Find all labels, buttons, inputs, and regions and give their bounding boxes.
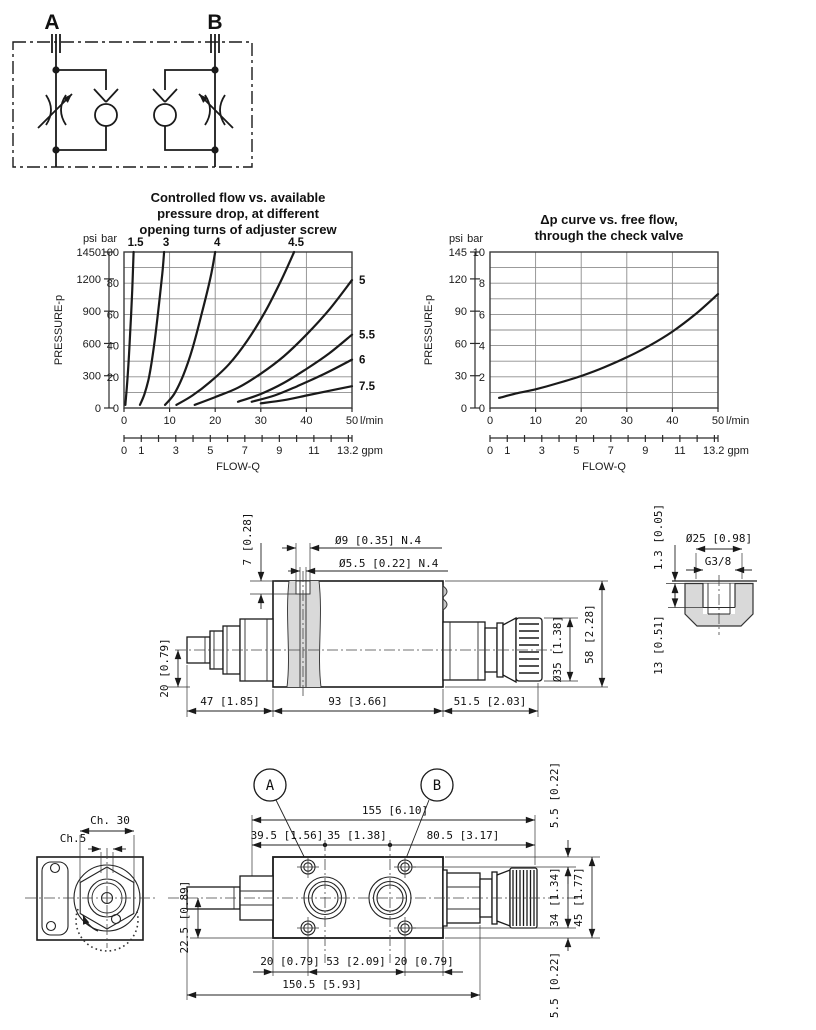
bar-tick-label: 80: [106, 278, 119, 291]
chart-title: pressure drop, at different: [157, 206, 319, 221]
bar-tick-label: 10: [472, 247, 485, 259]
x-tick-label: 10: [163, 415, 176, 427]
x-tick-label: 40: [300, 415, 313, 427]
psi-tick-label: 0: [460, 403, 467, 415]
dim-22-5: 22.5 [0.89]: [178, 880, 191, 954]
curve-3: [140, 252, 164, 405]
psi-tick-label: 600: [82, 338, 101, 351]
balloon-b-label: B: [432, 778, 442, 794]
dim-80-5: 80.5 [3.17]: [426, 829, 500, 842]
gpm-tick-label: 0: [120, 445, 128, 457]
dim-5-5-top: 5.5 [0.22]: [548, 761, 561, 829]
dim-adjuster-length: 47 [1.85]: [200, 695, 260, 708]
dim-20-left: 20 [0.79]: [260, 955, 320, 968]
dim-spotface-dia: Ø25 [0.98]: [685, 532, 753, 545]
x-axis-title: FLOW-Q: [216, 461, 260, 473]
gpm-tick-label: 9: [276, 445, 283, 457]
check-valve-seat-b: [153, 89, 177, 102]
psi-unit-label: psi: [448, 233, 463, 245]
psi-tick-label: 1200: [76, 273, 101, 286]
gpm-tick-label: 11: [674, 445, 686, 457]
section-band: [287, 581, 321, 687]
bar-tick-label: 40: [106, 340, 119, 353]
dim-hole-dia: Ø5.5 [0.22] N.4: [339, 557, 439, 570]
psi-tick-label: 300: [82, 370, 101, 383]
bar-tick-label: 20: [106, 371, 119, 384]
bar-tick-label: 6: [478, 309, 485, 322]
curve-label: 5.5: [359, 329, 375, 342]
x-tick-label: 0: [120, 415, 128, 427]
bar-tick-label: 2: [478, 371, 485, 384]
curve-label: 4.5: [288, 237, 305, 249]
dim-ch5: Ch.5: [59, 832, 87, 845]
dim-34: 34 [1.34]: [548, 867, 561, 927]
psi-unit-label: psi: [82, 233, 97, 245]
dim-body-length: 93 [3.66]: [328, 695, 388, 708]
psi-tick-label: 900: [82, 306, 101, 319]
dim-39-5: 39.5 [1.56]: [250, 829, 324, 842]
psi-tick-label: 30: [454, 370, 467, 383]
dim-5-5-bottom: 5.5 [0.22]: [548, 951, 561, 1019]
port-thread-label: G3/8: [704, 555, 732, 568]
dim-45: 45 [1.77]: [572, 867, 585, 927]
dim-total-155: 155 [6.10]: [361, 804, 429, 817]
dim-port-land: 1.3 [0.05]: [652, 503, 665, 571]
curve-label: 4: [213, 237, 221, 249]
gpm-tick-label: 9: [642, 445, 649, 457]
gpm-tick-label: 7: [607, 445, 614, 457]
bar-tick-label: 0: [478, 403, 485, 415]
flow-pressure-chart: [52, 186, 424, 486]
curve-label: 3: [162, 237, 170, 249]
x-tick-label: 10: [529, 415, 542, 427]
gpm-tick-label: 3: [538, 445, 545, 457]
flow-control-a: [38, 34, 118, 167]
bar-tick-label: 8: [478, 278, 485, 291]
psi-tick-label: 120: [448, 273, 467, 286]
y-axis-title: PRESSURE-p: [53, 294, 65, 366]
mounting-plate: [273, 857, 443, 938]
curve-4.5: [176, 252, 294, 405]
gpm-tick-label: 1: [504, 445, 511, 457]
dim-150-5: 150.5 [5.93]: [282, 978, 362, 991]
bar-tick-label: 60: [106, 309, 119, 322]
bar-unit-label: bar: [101, 233, 117, 245]
check-valve-seat-a: [94, 89, 118, 102]
x-tick-label: 40: [666, 415, 679, 427]
dim-35: 35 [1.38]: [327, 829, 387, 842]
check-valve-ball-b: [154, 104, 176, 126]
port-a-label: A: [44, 11, 60, 34]
psi-tick-label: 1450: [76, 247, 101, 259]
throttle-arrow-b: [199, 94, 233, 128]
bar-unit-label: bar: [467, 233, 483, 245]
dim-knob-length: 51.5 [2.03]: [453, 695, 527, 708]
side-view-drawing: [150, 485, 816, 747]
curve-label: 5: [359, 275, 366, 288]
dim-thread-depth: 13 [0.51]: [652, 615, 665, 675]
curve-1.5: [125, 252, 133, 405]
dim-axis-offset: 20 [0.79]: [158, 638, 171, 698]
dim-knob-dia: Ø35 [1.38]: [551, 615, 564, 683]
x-axis-title: FLOW-Q: [582, 461, 626, 473]
y-axis-title: PRESSURE-p: [423, 294, 435, 366]
gpm-tick-label: 3: [172, 445, 179, 457]
gpm-tick-label: 0: [486, 445, 494, 457]
x-tick-label: 50: [711, 415, 725, 427]
gpm-tick-label: 1: [138, 445, 145, 457]
psi-tick-label: 60: [454, 338, 467, 351]
psi-tick-label: 90: [454, 306, 467, 319]
port-b-label: B: [207, 11, 223, 34]
gpm-end-label: 13.2 gpm: [337, 445, 383, 457]
x-tick-label: 20: [209, 415, 222, 427]
gpm-tick-label: 5: [573, 445, 580, 457]
x-tick-label: 0: [486, 415, 494, 427]
curve-label: 1.5: [127, 237, 144, 249]
port-bump: [443, 586, 447, 597]
bar-tick-label: 4: [478, 340, 485, 353]
hydraulic-symbol-schematic: [8, 3, 268, 175]
throttle-arrow-a: [38, 94, 72, 128]
dim-20-right: 20 [0.79]: [394, 955, 454, 968]
x-tick-label: 30: [620, 415, 633, 427]
bar-tick-label: 100: [100, 247, 119, 259]
gpm-tick-label: 7: [241, 445, 248, 457]
x-tick-label: 50: [345, 415, 359, 427]
psi-tick-label: 0: [94, 403, 101, 415]
chart-title: Controlled flow vs. available: [150, 190, 326, 205]
top-view-drawing: [20, 745, 810, 1030]
x-tick-label: 20: [575, 415, 588, 427]
gpm-tick-label: 11: [308, 445, 320, 457]
gpm-tick-label: 5: [207, 445, 214, 457]
curve-4: [165, 252, 215, 405]
chart-title: Δp curve vs. free flow,: [540, 212, 678, 227]
gpm-end-label: 13.2 gpm: [703, 445, 749, 457]
dim-counterbore-dia: Ø9 [0.35] N.4: [335, 534, 422, 547]
check-valve-dp-chart: [423, 186, 805, 486]
dim-counterbore-depth: 7 [0.28]: [241, 512, 254, 566]
end-view-drawing: [25, 814, 155, 951]
psi-tick-label: 145: [448, 247, 467, 259]
port-bump: [443, 599, 447, 610]
chart-title: through the check valve: [534, 228, 684, 243]
flow-control-b: [153, 34, 233, 167]
dim-body-height: 58 [2.28]: [583, 604, 596, 664]
chart-title: opening turns of adjuster screw: [139, 222, 337, 237]
port-detail-drawing: [652, 504, 757, 675]
check-valve-ball-a: [95, 104, 117, 126]
dim-53: 53 [2.09]: [326, 955, 386, 968]
curve-label: 6: [359, 354, 366, 367]
x-tick-label: 30: [254, 415, 267, 427]
bar-tick-label: 0: [112, 403, 119, 415]
dim-ch30: Ch. 30: [90, 814, 130, 827]
balloon-a-label: A: [265, 778, 275, 794]
curve-label: 7.5: [359, 381, 375, 394]
x-unit-label: l/min: [360, 415, 384, 427]
x-unit-label: l/min: [726, 415, 750, 427]
